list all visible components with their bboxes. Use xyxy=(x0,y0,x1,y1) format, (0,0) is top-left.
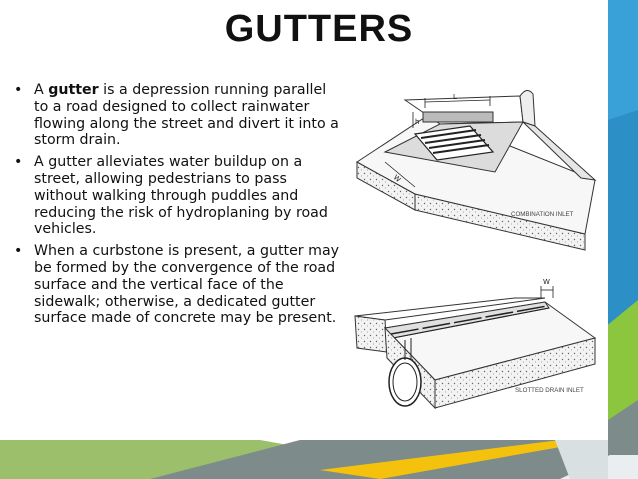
bullet-text-pre: A gutter alleviates water buildup on a street, allowing pedestrians to pass without walking through puddles and reducing the risk of hydroplaning by road vehicles. xyxy=(34,154,328,238)
slotted-drain-figure xyxy=(345,268,607,436)
combination-inlet-drawing xyxy=(345,82,605,252)
combination-inlet-figure xyxy=(345,82,605,252)
bullet-icon: • xyxy=(14,243,23,260)
dim-label-l: L xyxy=(453,93,457,101)
slide-title: GUTTERS xyxy=(224,8,414,50)
bullet-item xyxy=(12,82,342,149)
bullet-text-post: is a depression running parallel to a road designed to collect rainwater flowing along the street and divert it into a storm drain. xyxy=(34,82,339,149)
bullet-list xyxy=(12,82,342,332)
bullet-icon: • xyxy=(14,154,23,171)
bullet-icon: • xyxy=(14,82,23,98)
slotted-drain-drawing xyxy=(345,268,607,436)
dim-label-w: W xyxy=(391,173,403,184)
bullet-text-pre: When a curbstone is present, a gutter may be formed by the convergence of the road surface and the vertical face of the sidewalk; otherwise, a dedicated gutter surface made of concrete may be present. xyxy=(34,243,340,327)
dim-label-h: h xyxy=(415,118,420,126)
bullet-item xyxy=(12,154,342,238)
bullet-text-pre: A xyxy=(34,82,49,98)
bullet-item xyxy=(12,243,342,327)
dim-label-w2: W xyxy=(543,278,550,286)
figure-caption-bottom: SLOTTED DRAIN INLET xyxy=(515,387,584,394)
figure-caption-top: COMBINATION INLET xyxy=(511,211,574,218)
bullet-text-bold: gutter xyxy=(48,82,99,98)
